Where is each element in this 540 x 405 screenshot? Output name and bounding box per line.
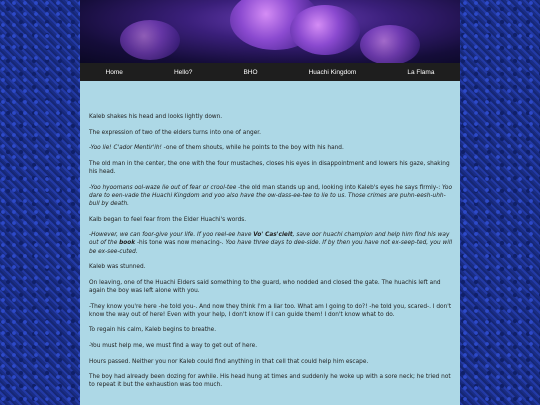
- dialogue-text: -Yoo hyoomans ool-waze lie out of fear or crool-tee: [89, 184, 237, 191]
- nav-item-huachi-kingdom[interactable]: Huachi Kingdom: [308, 68, 357, 76]
- dialogue-text: -However, we can foor-give your life. If yoo reel-ee have: [89, 232, 254, 239]
- story-paragraph: The expression of two of the elders turns into one of anger.: [89, 129, 261, 136]
- story-paragraph: Kaleb shakes his head and looks lightly down.: [89, 114, 223, 120]
- coral-shape: [290, 5, 360, 55]
- nav-item-la-flama[interactable]: La Flama: [407, 68, 435, 76]
- dialogue-text: Yoo dare to een-vade the Huachi Kingdom and yoo also have the ow-dass-ee-tee to lie to us. Those crimes are puhn-eesh-uhh-bull by death.: [89, 184, 453, 207]
- narration-text: -the old man stands up and, looking into Kaleb's eyes he says firmly-:: [236, 184, 443, 191]
- emphasis-text: book: [119, 240, 136, 247]
- emphasis-text: Vo' Cas'cieit: [253, 232, 293, 239]
- story-paragraph: To regain his calm, Kaleb begins to breathe.: [89, 327, 217, 334]
- story-paragraph: [89, 144, 453, 152]
- story-paragraph: The boy had already been dozing for awhile. His head hung at times and suddenly he woke up with a sore neck; he tried not to repeat it but the exhaustion was too much.: [89, 374, 451, 389]
- story-paragraph: The old man in the center, the one with the four mustaches, closes his eyes in disappointment and lowers his gaze, shaking his head.: [89, 160, 450, 175]
- dialogue-text: , save oor huachi champion and help him find his way out of the: [89, 232, 450, 247]
- nav-item-bho[interactable]: BHO: [243, 68, 258, 76]
- coral-shape: [360, 25, 420, 63]
- dialogue-text: Yoo have three days to dee-side. If by then you have not ex-seep-ted, you will be ex-see-cuted.: [89, 240, 453, 255]
- narration-text: -one of them shouts, while he points to the boy with his hand.: [161, 145, 344, 152]
- coral-shape: [120, 20, 180, 60]
- main-navigation: [80, 63, 460, 81]
- story-paragraph: On leaving, one of the Huachi Elders said something to the guard, who nodded and closed the gate. The huachis left and again the boy was left alone with you.: [89, 279, 441, 294]
- narration-text: -his tone was now menacing-.: [135, 240, 226, 247]
- nav-item-hello[interactable]: Hello?: [173, 68, 193, 76]
- header-banner-image: [80, 0, 460, 63]
- dialogue-text: -Yoo lie! C'ador Mentir'ih!: [89, 145, 162, 152]
- story-paragraph: [89, 231, 453, 256]
- story-paragraph: Kalb began to feel fear from the Elder Huachi's words.: [89, 216, 247, 223]
- story-paragraph: -They know you're here -he told you-. And now they think I'm a liar too. What am I going to do?! -he told you, scared-. I don't know the way out of here! Even with your help, I don't know if I can guide them! I don't know what to do.: [89, 303, 452, 318]
- story-paragraph: Hours passed. Neither you nor Kaleb could find anything in that cell that could help him escape.: [89, 358, 369, 365]
- story-paragraph: Kaleb was stunned.: [89, 264, 146, 271]
- story-text: [89, 113, 453, 397]
- story-paragraph: -You must help me, we must find a way to get out of here.: [89, 342, 258, 349]
- story-paragraph: [89, 184, 453, 209]
- nav-item-home[interactable]: Home: [105, 68, 123, 76]
